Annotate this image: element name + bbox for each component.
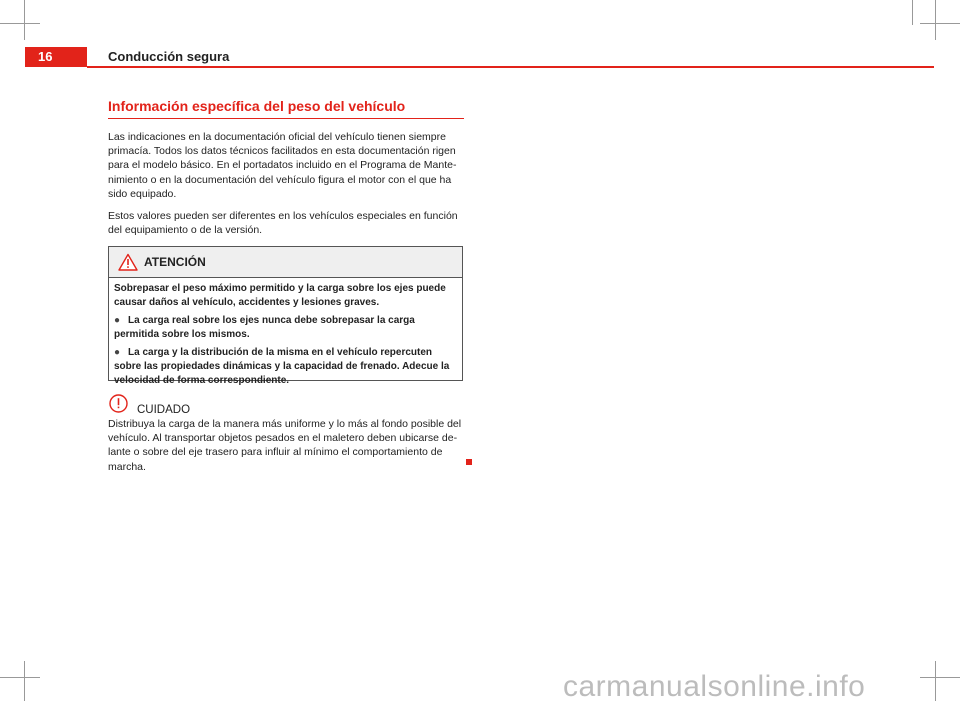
body-paragraph: Las indicaciones en la documentación oficial del vehículo tienen siempre primacía. Todos los datos técnicos facilitados en esta documentación rigen para el modelo básico. En el portadatos incluido en el Programa de Mantenimiento o en la documentación del vehículo figura el motor con el que ha sido equipado. bbox=[108, 131, 457, 200]
crop-mark bbox=[935, 661, 936, 701]
crop-mark bbox=[24, 661, 25, 701]
crop-mark bbox=[920, 23, 960, 24]
page-number-badge bbox=[25, 47, 87, 67]
warning-intro: Sobrepasar el peso máximo permitido y la carga sobre los ejes puede causar daños al vehículo, accidentes y lesiones graves. bbox=[114, 283, 446, 308]
caution-circle-icon bbox=[109, 394, 128, 413]
crop-mark bbox=[912, 0, 913, 25]
header-rule bbox=[87, 66, 934, 68]
crop-mark bbox=[24, 0, 25, 40]
watermark: carmanualsonline.info bbox=[563, 670, 866, 703]
page-number: 16 bbox=[38, 49, 53, 64]
warning-triangle-icon bbox=[118, 253, 138, 271]
warning-header bbox=[109, 247, 462, 278]
warning-bullet-text: La carga real sobre los ejes nunca debe sobrepasar la carga permitida sobre los mismos. bbox=[114, 315, 415, 340]
end-of-section-marker bbox=[466, 459, 472, 465]
crop-mark bbox=[920, 677, 960, 678]
running-header: Conducción segura bbox=[108, 49, 230, 64]
warning-body bbox=[109, 278, 462, 387]
bullet-icon: ● bbox=[114, 315, 121, 327]
section-heading: Información específica del peso del vehículo bbox=[108, 98, 464, 119]
warning-box bbox=[108, 246, 463, 386]
crop-mark bbox=[0, 23, 40, 24]
warning-bullet-text: La carga y la distribución de la misma en el vehículo repercuten sobre las propiedades dinámicas y la capacidad de frenado. Adecue la velocidad de forma correspondiente. bbox=[114, 347, 450, 386]
bullet-icon: ● bbox=[114, 347, 121, 359]
crop-mark bbox=[935, 0, 936, 40]
caution-title: CUIDADO bbox=[137, 404, 191, 416]
body-paragraph: Estos valores pueden ser diferentes en los vehículos especiales en función del equipamiento o de la versión. bbox=[108, 210, 458, 237]
caution-text: Distribuya la carga de la manera más uniforme y lo más al fondo posible del vehículo. Al transportar objetos pesados en el maletero deben ubicarse delante o sobre del eje trasero para influir al mínimo el comportamiento de marcha. bbox=[108, 418, 462, 473]
warning-title: ATENCIÓN bbox=[144, 255, 206, 269]
warning-bullet bbox=[114, 346, 457, 387]
crop-mark bbox=[0, 677, 40, 678]
warning-bullet bbox=[114, 314, 457, 341]
